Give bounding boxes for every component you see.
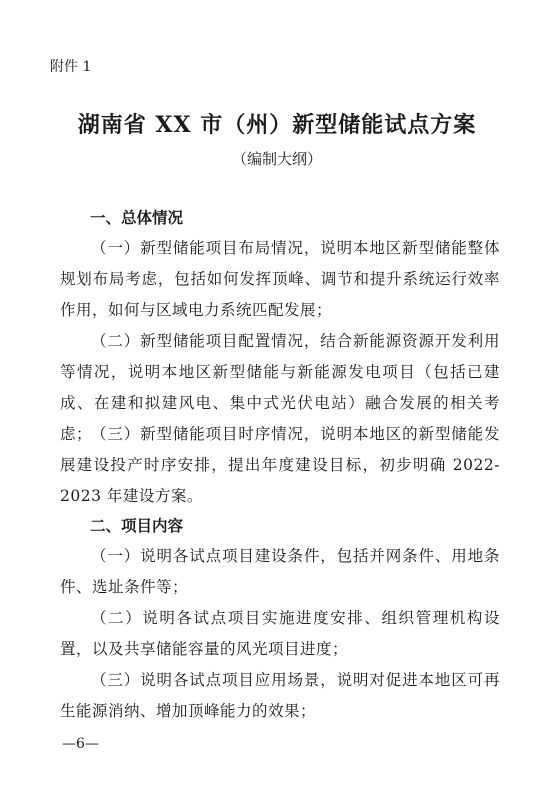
section-2-paragraph-3: （三）说明各试点项目应用场景，说明对促进本地区可再生能源消纳、增加顶峰能力的效果； xyxy=(60,671,500,720)
section-1-paragraph-1: （一）新型储能项目布局情况，说明本地区新型储能整体规划布局考虑，包括如何发挥顶峰、调节和提升系统运行效率作用，如何与区域电力系统匹配发展； xyxy=(60,239,500,319)
document-subtitle: （编制大纲） xyxy=(231,150,322,168)
section-2-paragraph-2: （二）说明各试点项目实施进度安排、组织管理机构设置，以及共享储能容量的风光项目进度； xyxy=(60,609,500,658)
section-1-paragraph-3: （三）新型储能项目时序情况，说明本地区的新型储能发展建设投产时序安排，提出年度建设目标，初步明确 2022-2023 年建设方案。 xyxy=(60,425,500,505)
section-heading-1: 一、总体情况 xyxy=(90,208,184,227)
page-number: —6— xyxy=(62,736,99,752)
section-heading-2: 二、项目内容 xyxy=(90,516,184,535)
section-2-paragraph-1: （一）说明各试点项目建设条件，包括并网条件、用地条件、选址条件等； xyxy=(60,547,500,596)
section-1-paragraph-2: （二）新型储能项目配置情况，结合新能源资源开发利用等情况，说明本地区新型储能与新能源发电项目（包括已建成、在建和拟建风电、集中式光伏电站）融合发展的相关考虑； xyxy=(60,332,500,443)
annex-label: 附件 1 xyxy=(50,59,92,75)
document-title: 湖南省 XX 市（州）新型储能试点方案 xyxy=(77,112,477,138)
